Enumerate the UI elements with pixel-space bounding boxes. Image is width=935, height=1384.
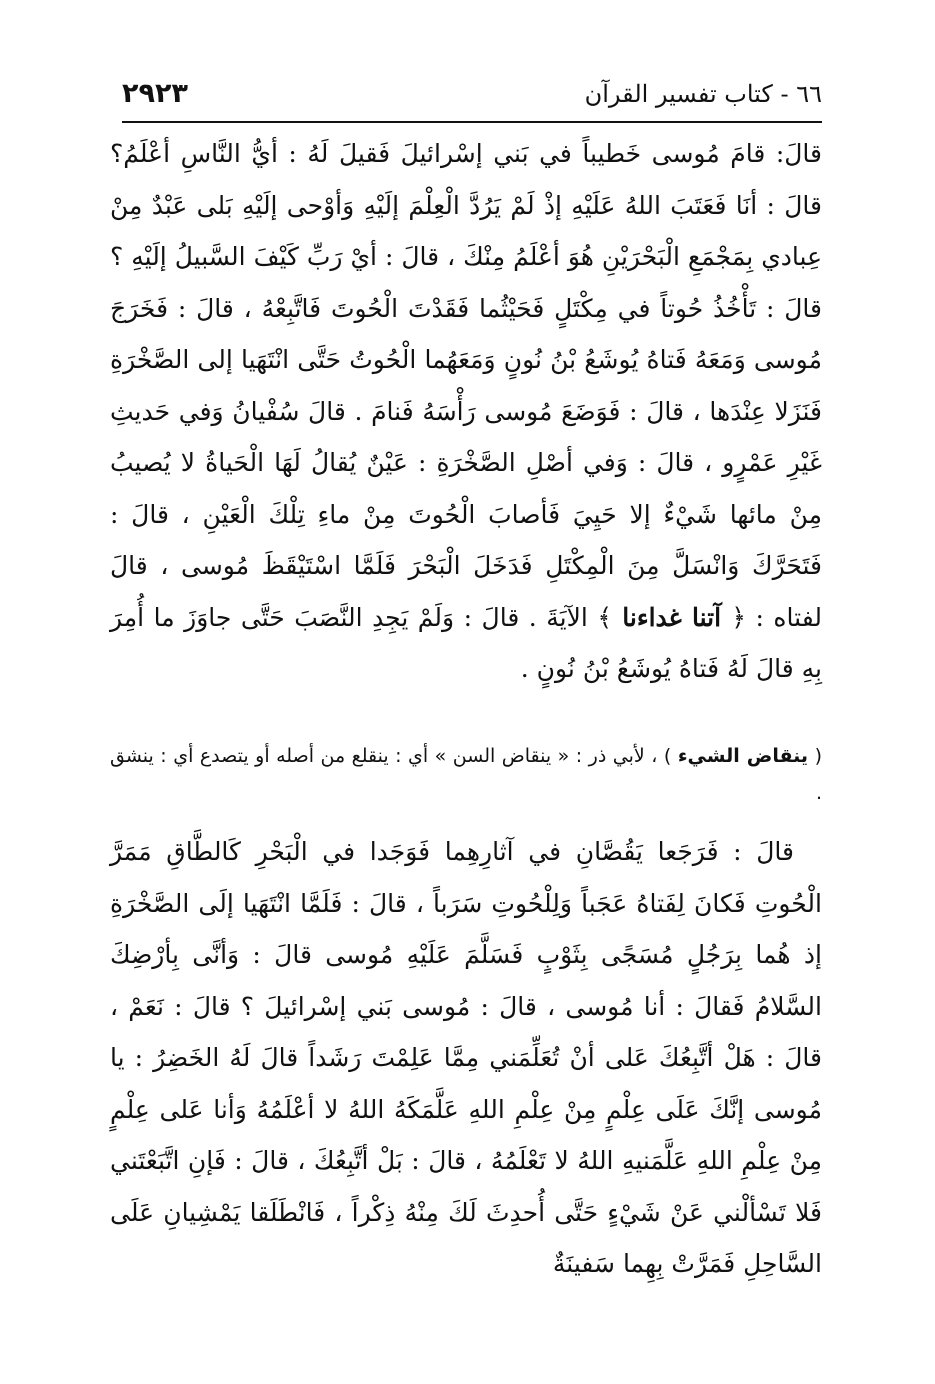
quran-quote bbox=[597, 603, 746, 632]
quran-open-bracket: ﴿ bbox=[731, 602, 746, 632]
footnote-term: ينقاض الشيء bbox=[677, 745, 809, 767]
footnote bbox=[110, 738, 822, 812]
quran-verse-text: آتنا غداءنا bbox=[622, 602, 722, 632]
chapter-title: ٦٦ - كتاب تفسير القرآن bbox=[584, 80, 822, 108]
hadith-continuation-block bbox=[110, 826, 822, 1290]
hadith-text-part1: قالَ: قامَ مُوسى خَطيباً في بَني إسْرائيلَ فَقيلَ لَهُ : أيُّ النَّاسِ أعْلَمُ؟ قالَ : أنَا فَعَتَبَ اللهُ عَلَيْهِ إذْ لَمْ يَرُدَّ الْعِلْمَ إلَيْهِ وَأوْحى إلَيْهِ بَلى عَبْدٌ مِنْ عِبادي بِمَجْمَعِ الْبَحْرَيْنِ هُوَ أعْلَمُ مِنْكَ ، قالَ : أيْ رَبِّ كَيْفَ السَّبيلُ إلَيْهِ ؟ قالَ : تَأْخُذُ حُوتاً في مِكْتَلٍ فَحَيْثُما فَقَدْتَ الْحُوتَ فَاتَّبِعْهُ ، قالَ : فَخَرَجَ مُوسى وَمَعَهُ فَتاهُ يُوشَعُ بْنُ نُونٍ وَمَعَهُما الْحُوتُ حَتَّى انْتَهَيا إلى الصَّخْرَةِ فَنَزَلا عِنْدَها ، قالَ : فَوَضَعَ مُوسى رَأْسَهُ فَنامَ . قالَ سُفْيانُ وَفي حَديثِ غَيْرِ عَمْرٍو ، قالَ : وَفي أصْلِ الصَّخْرَةِ : عَيْنٌ يُقالُ لَهَا الْحَياةُ لا يُصيبُ مِنْ مائها شَيْءٌ إلا حَيِيَ فَأصابَ الْحُوتَ مِنْ ماءِ تِلْكَ الْعَيْنِ ، قالَ : فَتَحَرَّكَ وَانْسَلَّ مِنَ الْمِكْتَلِ فَدَخَلَ الْبَحْرَ فَلَمَّا اسْتَيْقَظَ مُوسى ، قالَ لفتاه : bbox=[110, 139, 822, 632]
quran-close-bracket: ﴾ bbox=[597, 602, 612, 632]
footnote-open-paren: ( bbox=[814, 745, 822, 767]
page-number: ٢٩٢٣ bbox=[122, 78, 188, 109]
footnote-close-paren: ) bbox=[663, 745, 672, 767]
page-header bbox=[122, 78, 822, 118]
footnote-text: ، لأبي ذر : « ينقاض السن » أي : ينقلع من أصله أو يتصدع أي : ينشق . bbox=[110, 745, 822, 804]
hadith-paragraph bbox=[110, 128, 822, 695]
hadith-text-block bbox=[110, 128, 822, 695]
footnote-paragraph bbox=[110, 738, 822, 812]
header-rule bbox=[122, 121, 822, 123]
hadith-continuation-paragraph: قالَ : فَرَجَعا يَقُصَّانِ في آثارِهِما فَوَجَدا في الْبَحْرِ كَالطَّاقِ مَمَرَّ الْحُوتِ فَكانَ لِفَتاهُ عَجَباً وَلِلْحُوتِ سَرَباً ، قالَ : فَلَمَّا انْتَهَيا إلَى الصَّخْرَةِ إذ هُما بِرَجُلٍ مُسَجًى بِثَوْبٍ فَسَلَّمَ عَلَيْهِ مُوسى قالَ : وَأنَّى بِأرْضِكَ السَّلامُ فَقالَ : أنا مُوسى ، قالَ : مُوسى بَني إسْرائيلَ ؟ قالَ : نَعَمْ ، قالَ : هَلْ أتَّبِعُكَ عَلى أنْ تُعَلِّمَني مِمَّا عَلِمْتَ رَشَداً قالَ لَهُ الخَضِرُ : يا مُوسى إنَّكَ عَلَى عِلْمٍ مِنْ عِلْمِ اللهِ عَلَّمَكَهُ اللهُ لا أعْلَمُهُ وَأنا عَلى عِلْمٍ مِنْ عِلْمِ اللهِ عَلَّمَنيهِ اللهُ لا تَعْلَمُهُ ، قالَ : بَلْ أتَّبِعُكَ ، قالَ : فَإنِ اتَّبَعْتَني فَلا تَسْألْني عَنْ شَيْءٍ حَتَّى أُحدِثَ لَكَ مِنْهُ ذِكْراً ، فَانْطَلَقا يَمْشِيانِ عَلَى السَّاحِلِ فَمَرَّتْ بِهِما سَفينَةٌ bbox=[110, 837, 822, 1278]
hadith-text-part2: الآيَةَ . قالَ : وَلَمْ يَجِدِ النَّصَبَ حَتَّى جاوَزَ ما أُمِرَ بِهِ قالَ لَهُ فَتاهُ يُوشَعُ بْنُ نُونٍ . bbox=[110, 602, 822, 683]
